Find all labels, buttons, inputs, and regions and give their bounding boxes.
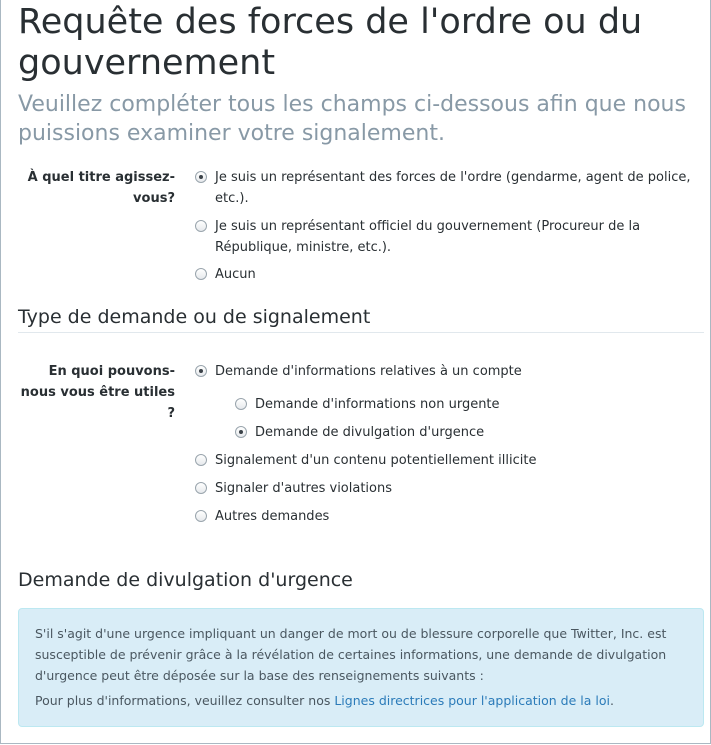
section-heading-emergency: Demande de divulgation d'urgence <box>18 569 353 591</box>
request-option-non-urgent[interactable] <box>235 394 500 415</box>
request-option-label: Demande d'informations non urgente <box>255 397 500 412</box>
more-info-suffix: . <box>609 693 614 708</box>
radio-role-law-enforcement[interactable] <box>195 171 207 183</box>
role-option-law-enforcement[interactable] <box>195 167 695 209</box>
request-option-account-info[interactable] <box>195 361 522 382</box>
radio-illegal-content[interactable] <box>195 454 207 466</box>
request-option-label: Autres demandes <box>215 509 330 524</box>
request-option-emergency-disclosure[interactable] <box>235 422 484 443</box>
radio-role-none[interactable] <box>195 268 207 280</box>
more-info-prefix: Pour plus d'informations, veuillez consulter nos <box>35 693 335 708</box>
emergency-info-text: S'il s'agit d'une urgence impliquant un danger de mort ou de blessure corporelle que Twitter, Inc. est susceptible de prévenir grâce à la révélation de certaines informations, une demande de divulgation d'urgence peut être déposée sur la base des renseignements suivants : <box>35 626 667 683</box>
role-option-label: Je suis un représentant officiel du gouvernement (Procureur de la République, ministre, etc.). <box>215 219 641 255</box>
radio-account-info[interactable] <box>195 365 207 377</box>
radio-other-requests[interactable] <box>195 510 207 522</box>
page-title: Requête des forces de l'ordre ou du gouvernement <box>18 2 643 83</box>
page-subtitle: Veuillez compléter tous les champs ci-dessous afin que nous puissions examiner votre signalement. <box>18 92 686 146</box>
guidelines-link[interactable]: Lignes directrices pour l'application de la loi <box>334 693 610 708</box>
request-option-other-violations[interactable] <box>195 478 392 499</box>
role-question-label: À quel titre agissez-vous? <box>27 170 175 206</box>
emergency-more-info <box>35 690 687 711</box>
role-option-none[interactable] <box>195 264 256 285</box>
role-option-government[interactable] <box>195 216 685 258</box>
radio-other-violations[interactable] <box>195 482 207 494</box>
role-option-label: Aucun <box>215 267 256 282</box>
request-option-label: Signaler d'autres violations <box>215 481 393 496</box>
radio-role-government[interactable] <box>195 220 207 232</box>
radio-emergency-disclosure[interactable] <box>235 426 247 438</box>
section-heading-request-type: Type de demande ou de signalement <box>18 306 371 328</box>
request-option-label: Demande de divulgation d'urgence <box>255 425 485 440</box>
request-option-label: Demande d'informations relatives à un compte <box>215 364 522 379</box>
request-option-label: Signalement d'un contenu potentiellement illicite <box>215 453 537 468</box>
request-option-illegal-content[interactable] <box>195 450 536 471</box>
emergency-info-box <box>18 608 704 727</box>
request-option-other-requests[interactable] <box>195 506 329 527</box>
role-option-label: Je suis un représentant des forces de l'ordre (gendarme, agent de police, etc.). <box>215 170 691 206</box>
section-divider <box>18 332 704 333</box>
radio-non-urgent[interactable] <box>235 398 247 410</box>
request-question-label: En quoi pouvons-nous vous être utiles ? <box>20 364 175 421</box>
